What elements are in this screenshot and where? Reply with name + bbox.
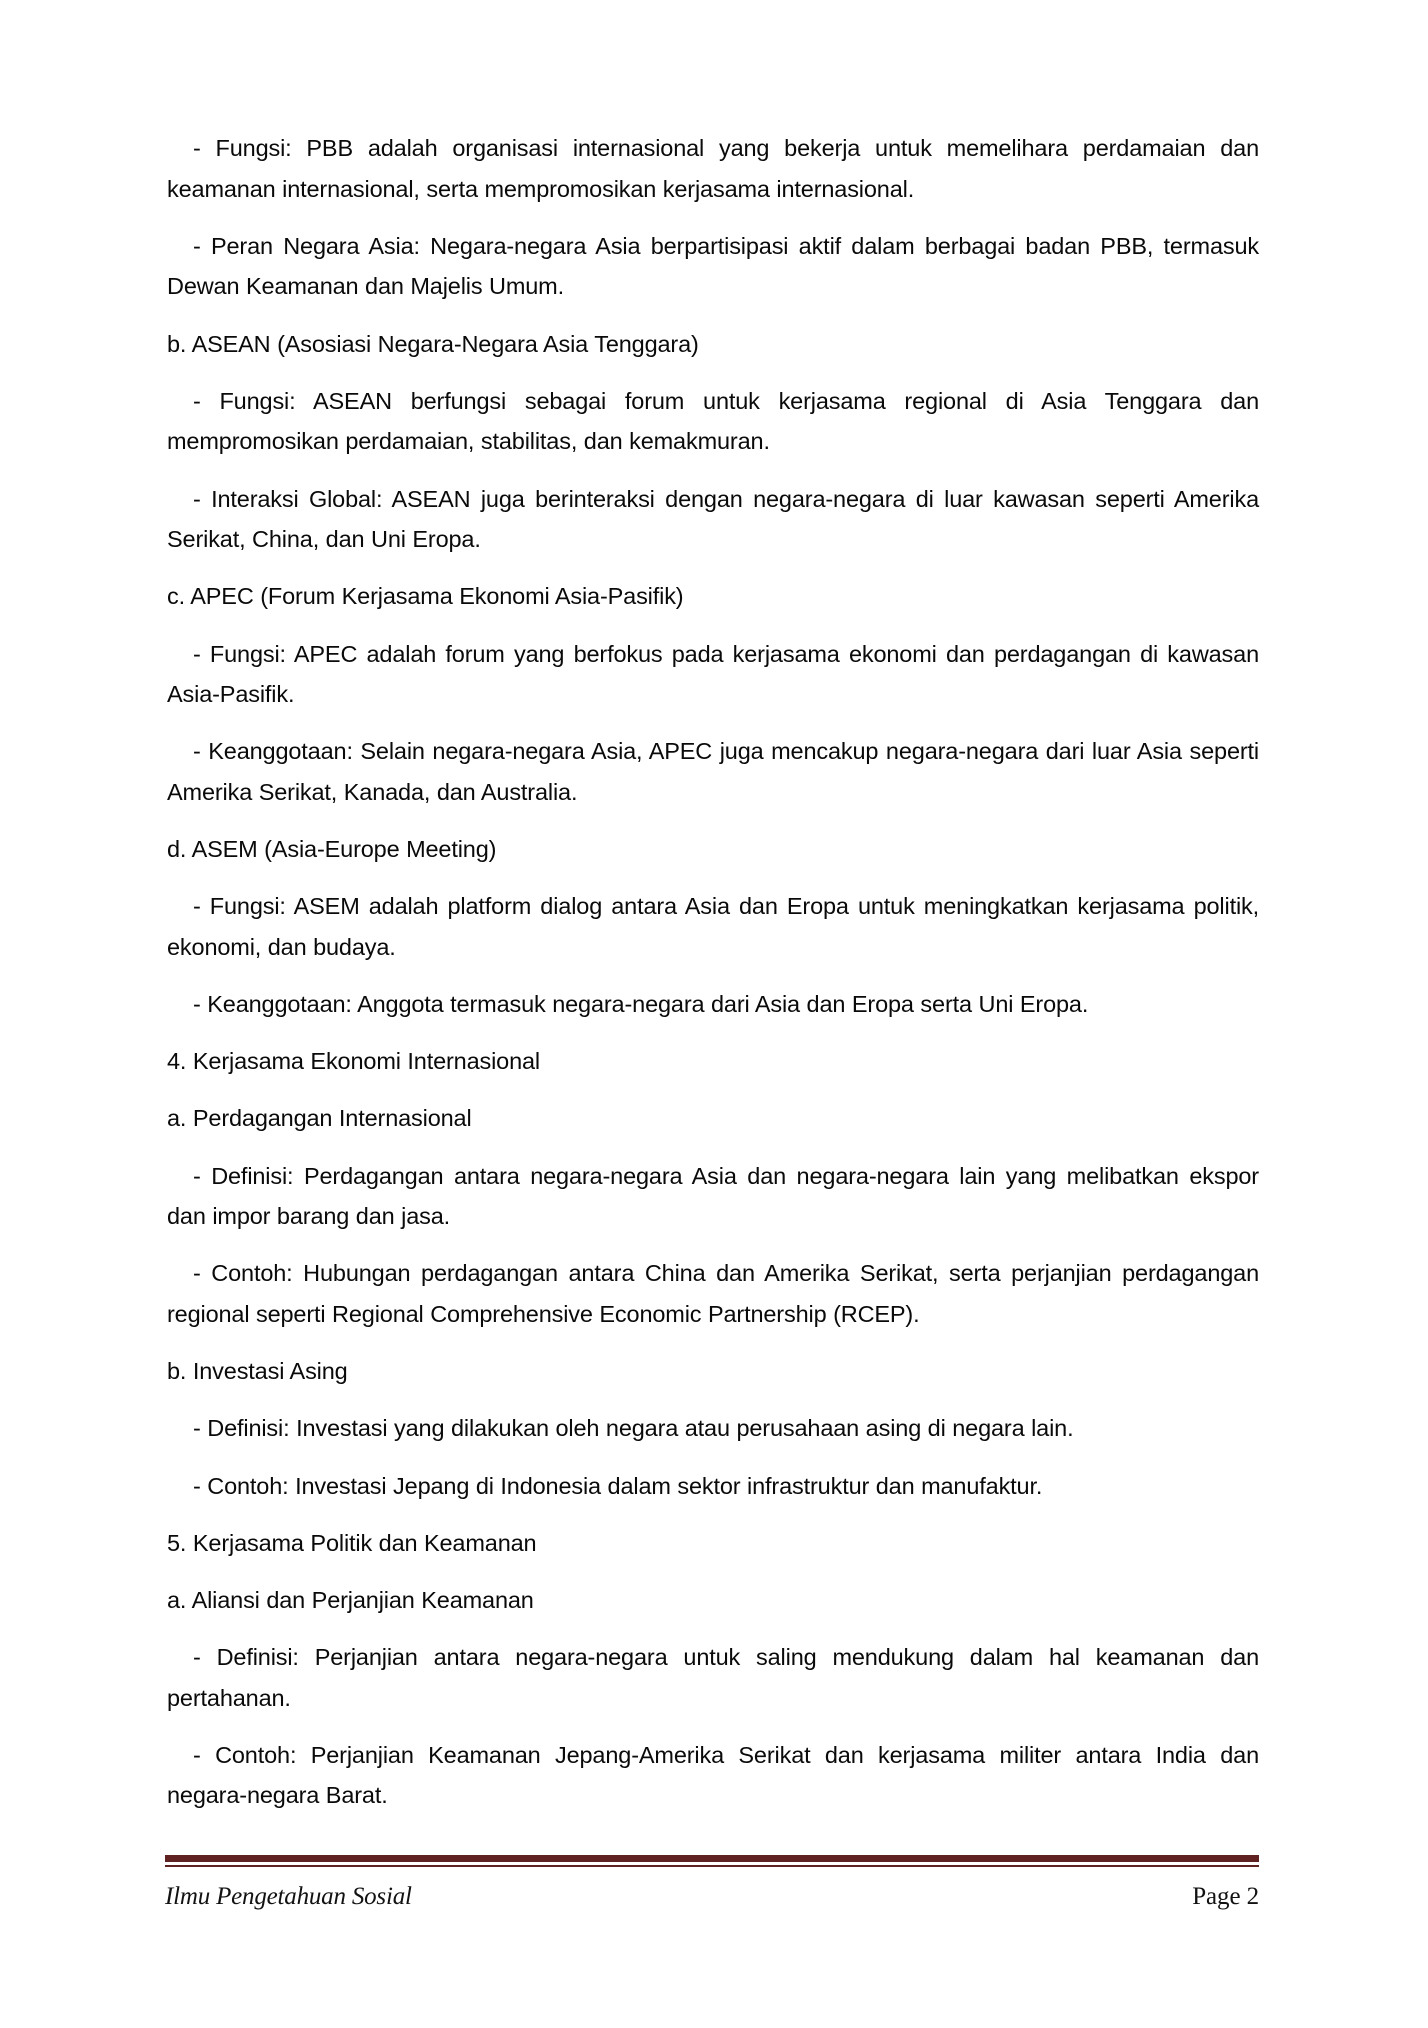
heading-asean: b. ASEAN (Asosiasi Negara-Negara Asia Tenggara) (167, 330, 699, 357)
page-footer (165, 1855, 1259, 1911)
heading-apec: c. APEC (Forum Kerjasama Ekonomi Asia-Pasifik) (167, 583, 684, 610)
paragraph-fungsi-asean: - Fungsi: ASEAN berfungsi sebagai forum untuk kerjasama regional di Asia Tenggara dan mempromosikan perdamaian, stabilitas, dan kemakmuran. (167, 387, 1259, 455)
paragraph-contoh-investasi: - Contoh: Investasi Jepang di Indonesia dalam sektor infrastruktur dan manufaktur. (193, 1472, 1043, 1499)
footer-row (165, 1883, 1259, 1911)
paragraph-contoh-perdagangan: - Contoh: Hubungan perdagangan antara China dan Amerika Serikat, serta perjanjian perdagangan regional seperti Regional Comprehensive Economic Partnership (RCEP). (167, 1260, 1259, 1327)
heading-asem: d. ASEM (Asia-Europe Meeting) (167, 836, 497, 863)
paragraph-peran-negara-asia: - Peran Negara Asia: Negara-negara Asia berpartisipasi aktif dalam berbagai badan PBB, termasuk Dewan Keamanan dan Majelis Umum. (167, 232, 1259, 300)
footer-rule-thin (165, 1865, 1259, 1867)
paragraph-fungsi-apec: - Fungsi: APEC adalah forum yang berfokus pada kerjasama ekonomi dan perdagangan di kawasan Asia-Pasifik. (167, 640, 1259, 708)
heading-perdagangan-internasional: a. Perdagangan Internasional (167, 1105, 472, 1132)
heading-investasi-asing: b. Investasi Asing (167, 1358, 348, 1385)
paragraph-definisi-investasi: - Definisi: Investasi yang dilakukan oleh negara atau perusahaan asing di negara lain. (193, 1415, 1074, 1442)
paragraph-fungsi-asem: - Fungsi: ASEM adalah platform dialog antara Asia dan Eropa untuk meningkatkan kerjasama politik, ekonomi, dan budaya. (167, 893, 1259, 960)
paragraph-contoh-perjanjian: - Contoh: Perjanjian Keamanan Jepang-Amerika Serikat dan kerjasama militer antara India dan negara-negara Barat. (167, 1741, 1259, 1809)
paragraph-definisi-perjanjian: - Definisi: Perjanjian antara negara-negara untuk saling mendukung dalam hal keamanan dan pertahanan. (167, 1644, 1259, 1711)
heading-aliansi-perjanjian: a. Aliansi dan Perjanjian Keamanan (167, 1586, 534, 1613)
footer-rule-thick (165, 1855, 1259, 1862)
footer-page-number: Page 2 (1192, 1883, 1259, 1910)
paragraph-fungsi-pbb: - Fungsi: PBB adalah organisasi internasional yang bekerja untuk memelihara perdamaian dan keamanan internasional, serta mempromosikan kerjasama internasional. (167, 135, 1259, 202)
heading-kerjasama-ekonomi: 4. Kerjasama Ekonomi Internasional (167, 1048, 541, 1075)
paragraph-keanggotaan-apec: - Keanggotaan: Selain negara-negara Asia, APEC juga mencakup negara-negara dari luar Asia seperti Amerika Serikat, Kanada, dan Australia. (167, 738, 1259, 805)
paragraph-definisi-perdagangan: - Definisi: Perdagangan antara negara-negara Asia dan negara-negara lain yang melibatkan ekspor dan impor barang dan jasa. (167, 1162, 1259, 1230)
paragraph-interaksi-global: - Interaksi Global: ASEAN juga berinteraksi dengan negara-negara di luar kawasan seperti Amerika Serikat, China, dan Uni Eropa. (167, 485, 1259, 553)
document-body (167, 128, 1259, 1833)
paragraph-keanggotaan-asem: - Keanggotaan: Anggota termasuk negara-negara dari Asia dan Eropa serta Uni Eropa. (193, 991, 1089, 1018)
heading-kerjasama-politik: 5. Kerjasama Politik dan Keamanan (167, 1529, 537, 1556)
footer-document-title: Ilmu Pengetahuan Sosial (165, 1883, 412, 1910)
